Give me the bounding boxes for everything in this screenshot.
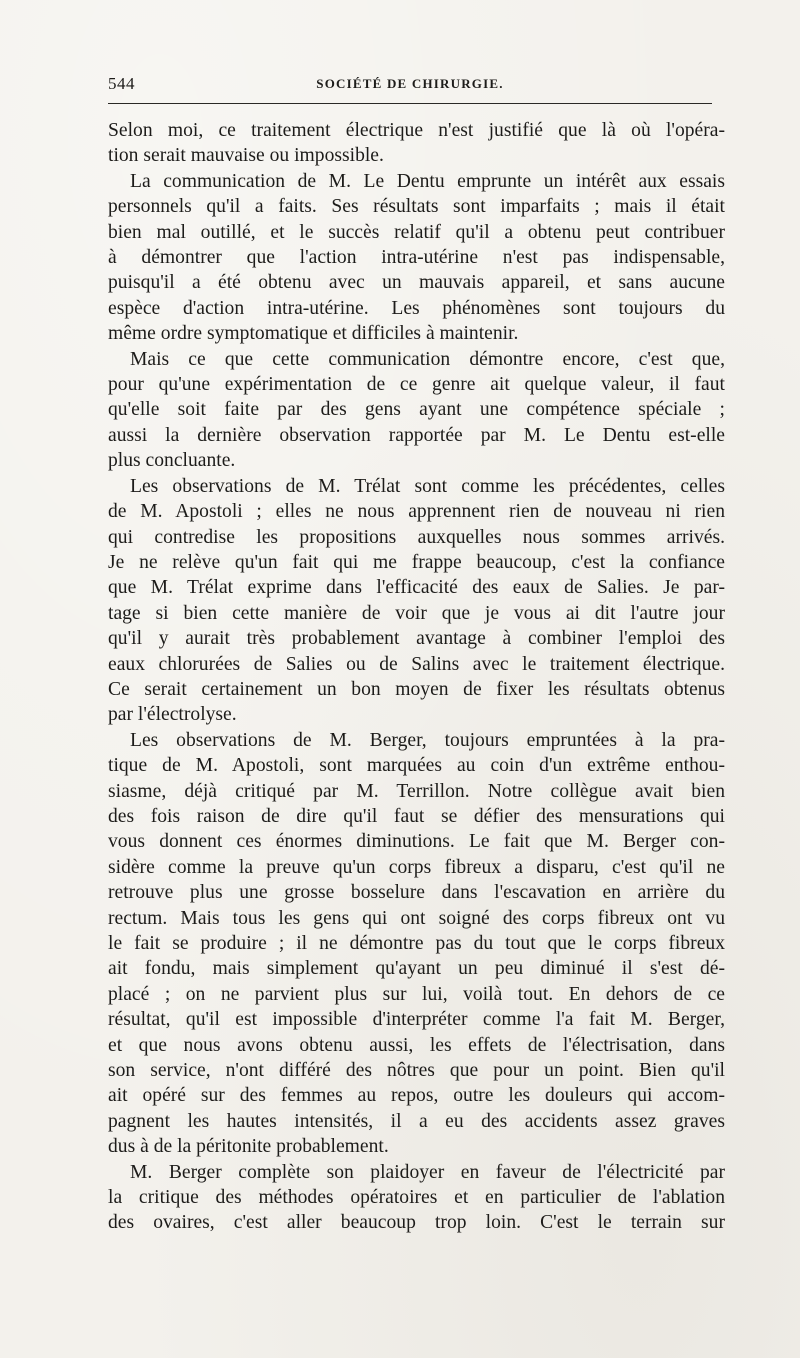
text-line: le fait se produire ; il ne démontre pas du tout que le corps fibreux (108, 933, 725, 954)
text-line: tion serait mauvaise ou impossible. (108, 145, 384, 167)
text-line: de M. Apostoli ; elles ne nous apprennent rien de nouveau ni rien (108, 501, 725, 523)
text-line: placé ; on ne parvient plus sur lui, voilà tout. En dehors de ce (108, 983, 725, 1005)
text-line: rectum. Mais tous les gens qui ont soigné des corps fibreux ont vu (108, 907, 725, 929)
text-line: ait opéré sur des femmes au repos, outre les douleurs qui accom- (108, 1085, 725, 1107)
text-line: espèce d'action intra-utérine. Les phénomènes sont toujours du (108, 297, 725, 319)
text-line: retrouve plus une grosse bosselure dans l'escavation en arrière du (108, 882, 725, 904)
paragraph-6 (108, 1160, 725, 1236)
text-line: personnels qu'il a faits. Ses résultats sont imparfaits ; mais il était (108, 196, 725, 218)
text-line: sidère comme la preuve qu'un corps fibreux a disparu, c'est qu'il ne (108, 856, 725, 878)
text-line: Mais ce que cette communication démontre encore, c'est que, (130, 348, 725, 370)
header-rule (108, 103, 712, 104)
paragraph-2 (108, 169, 725, 347)
running-title: SOCIÉTÉ DE CHIRURGIE. (316, 76, 504, 91)
page-number: 544 (108, 74, 135, 93)
text-line: même ordre symptomatique et difficiles à maintenir. (108, 323, 519, 345)
text-line: M. Berger complète son plaidoyer en faveur de l'électricité par (130, 1161, 725, 1183)
text-line: Les observations de M. Trélat sont comme les précédentes, celles (130, 475, 725, 497)
text-line: bien mal outillé, et le succès relatif qu'il a obtenu peut contribuer (108, 221, 725, 243)
text-line: puisqu'il a été obtenu avec un mauvais appareil, et sans aucune (108, 272, 725, 294)
paragraph-1 (108, 118, 725, 169)
paragraph-4 (108, 474, 725, 728)
text-line: Les observations de M. Berger, toujours empruntées à la pra- (130, 729, 725, 751)
text-line: que M. Trélat exprime dans l'efficacité des eaux de Salies. Je par- (108, 577, 725, 599)
text-line: la critique des méthodes opératoires et en particulier de l'ablation (108, 1187, 725, 1209)
text-line: vous donnent ces énormes diminutions. Le fait que M. Berger con- (108, 831, 725, 853)
text-line: des fois raison de dire qu'il faut se défier des mensurations qui (108, 805, 725, 827)
text-line: Ce serait certainement un bon moyen de fixer les résultats obtenus (108, 678, 725, 700)
text-line: pagnent les hautes intensités, il a eu des accidents assez graves (108, 1110, 725, 1132)
text-line: tage si bien cette manière de voir que je vous ai dit l'autre jour (108, 602, 725, 624)
text-line: ait fondu, mais simplement qu'ayant un peu diminué il s'est dé- (108, 958, 725, 980)
text-line: par l'électrolyse. (108, 704, 237, 726)
text-line: plus concluante. (108, 450, 236, 472)
text-line: aussi la dernière observation rapportée par M. Le Dentu est-elle (108, 424, 725, 446)
text-line: des ovaires, c'est aller beaucoup trop loin. C'est le terrain sur (108, 1212, 725, 1234)
page-header (108, 74, 712, 100)
text-line: Je ne relève qu'un fait qui me frappe beaucoup, c'est la confiance (108, 551, 725, 573)
text-line: siasme, déjà critiqué par M. Terrillon. Notre collègue avait bien (108, 780, 725, 802)
text-line: et que nous avons obtenu aussi, les effets de l'électrisation, dans (108, 1034, 725, 1056)
text-line: La communication de M. Le Dentu emprunte un intérêt aux essais (130, 170, 725, 192)
body-text (108, 118, 725, 1236)
paragraph-3 (108, 347, 725, 474)
text-line: pour qu'une expérimentation de ce genre ait quelque valeur, il faut (108, 374, 725, 396)
text-line: qu'elle soit faite par des gens ayant une compétence spéciale ; (108, 399, 725, 421)
text-line: son service, n'ont différé des nôtres que pour un point. Bien qu'il (108, 1060, 725, 1082)
text-line: qui contredise les propositions auxquelles nous sommes arrivés. (108, 526, 725, 548)
text-line: dus à de la péritonite probablement. (108, 1136, 389, 1158)
paragraph-5 (108, 728, 725, 1160)
text-line: Selon moi, ce traitement électrique n'est justifié que là où l'opéra- (108, 120, 725, 141)
text-line: eaux chlorurées de Salies ou de Salins avec le traitement électrique. (108, 653, 725, 675)
text-line: qu'il y aurait très probablement avantage à combiner l'emploi des (108, 628, 725, 650)
text-line: tique de M. Apostoli, sont marquées au coin d'un extrême enthou- (108, 755, 725, 777)
text-line: résultat, qu'il est impossible d'interpréter comme l'a fait M. Berger, (108, 1009, 725, 1031)
text-line: à démontrer que l'action intra-utérine n'est pas indispensable, (108, 247, 725, 269)
